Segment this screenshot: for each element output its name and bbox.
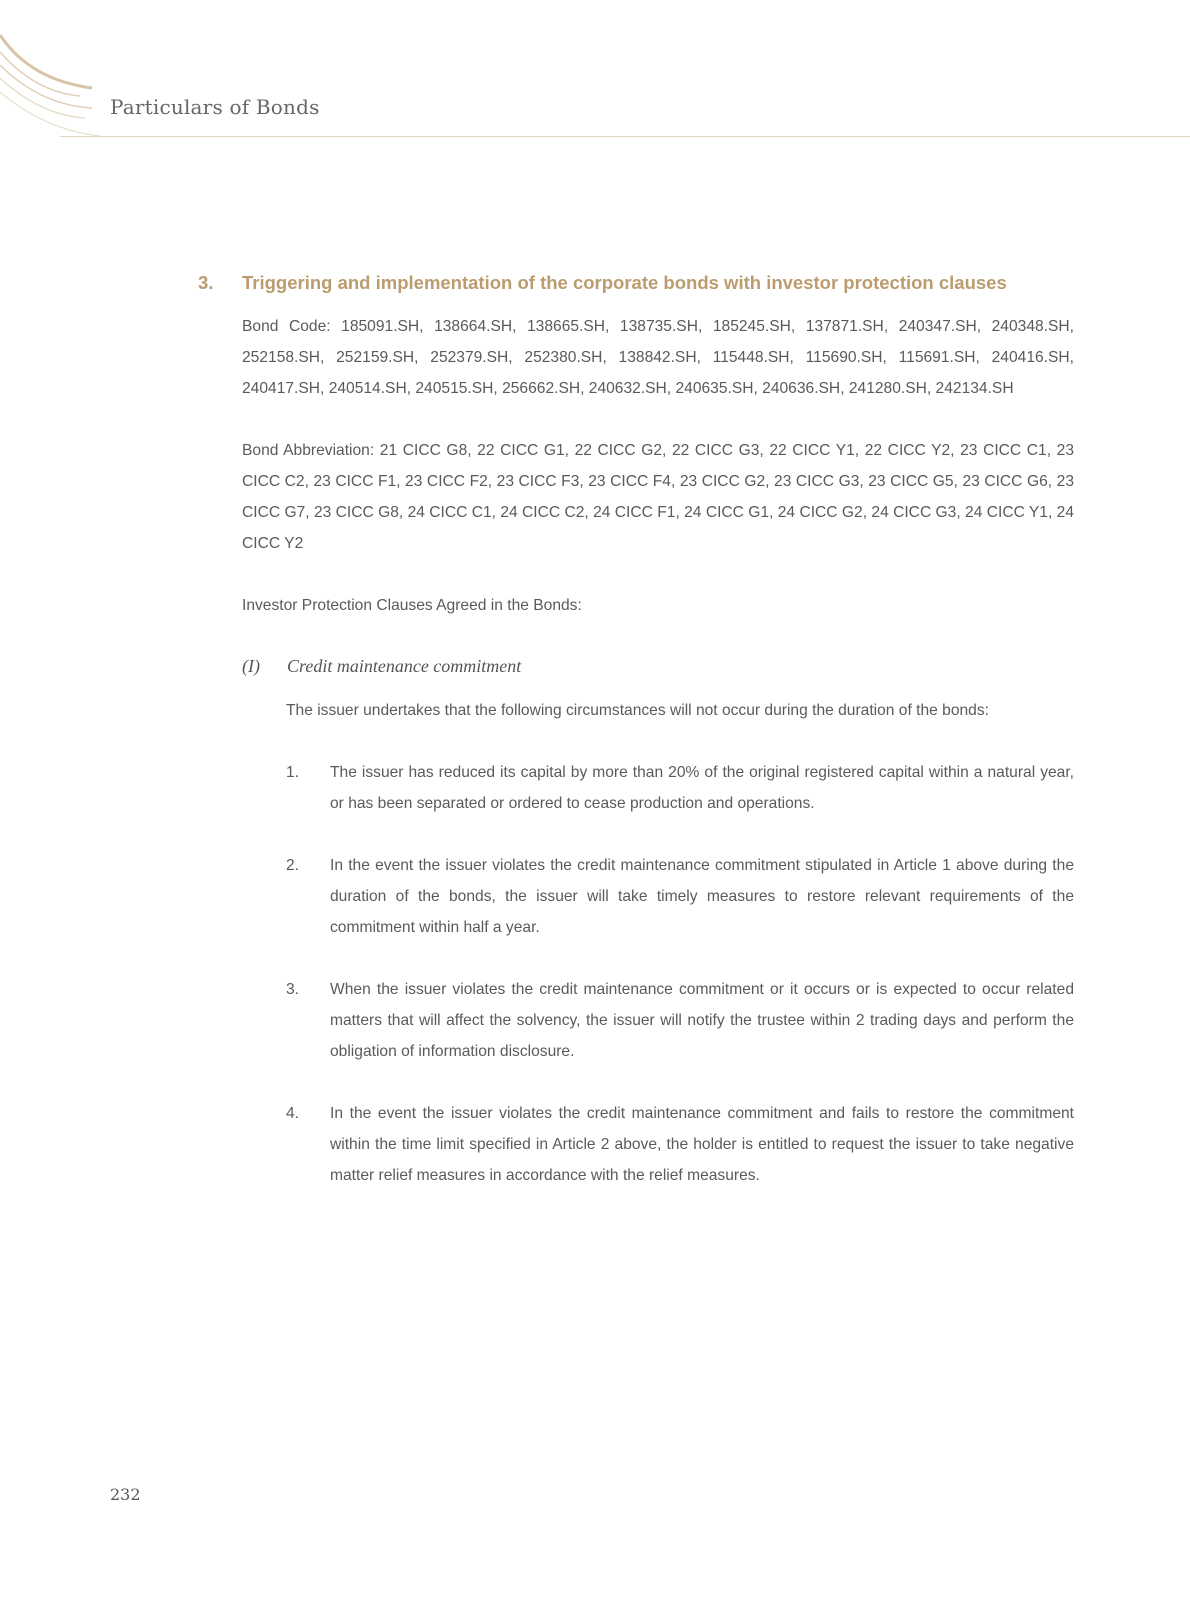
list-item-number: 3. bbox=[286, 981, 300, 998]
bond-code-paragraph: Bond Code: 185091.SH, 138664.SH, 138665.SH, 138735.SH, 185245.SH, 137871.SH, 240347.SH, 240348.SH, 252158.SH, 252159.SH, 252379.SH, 252380.SH, 138842.SH, 115448.SH, 115690.SH, 115691.SH, 240416.SH, 240417.SH, 240514.SH, 240515.SH, 256662.SH, 240632.SH, 240635.SH, 240636.SH, 241280.SH, 242134.SH bbox=[242, 318, 1074, 397]
list-item bbox=[286, 1098, 1074, 1191]
list-item-text: In the event the issuer violates the credit maintenance commitment stipulated in Article 1 above during the duration of the bonds, the issuer will take timely measures to restore relevant requirements of the commitment within half a year. bbox=[330, 857, 1074, 936]
list-item-text: When the issuer violates the credit maintenance commitment or it occurs or is expected to occur related matters that will affect the solvency, the issuer will notify the trustee within 2 trading days and perform the obligation of information disclosure. bbox=[330, 981, 1074, 1060]
list-item-text: The issuer has reduced its capital by more than 20% of the original registered capital within a natural year, or has been separated or ordered to cease production and operations. bbox=[330, 764, 1074, 812]
clauses-intro: Investor Protection Clauses Agreed in the Bonds: bbox=[242, 597, 582, 614]
subsection-number: (I) bbox=[242, 656, 260, 676]
running-header-title: Particulars of Bonds bbox=[110, 95, 320, 119]
decorative-arcs-icon bbox=[0, 30, 100, 140]
list-item-number: 1. bbox=[286, 764, 300, 781]
subsection-title: Credit maintenance commitment bbox=[287, 656, 522, 676]
list-item-number: 2. bbox=[286, 857, 300, 874]
section-title: Triggering and implementation of the corporate bonds with investor protection clauses bbox=[242, 272, 1007, 293]
page-number: 232 bbox=[110, 1485, 141, 1504]
list-item-text: In the event the issuer violates the credit maintenance commitment and fails to restore the commitment within the time limit specified in Article 2 above, the holder is entitled to request the issuer to take negative matter relief measures in accordance with the relief measures. bbox=[330, 1105, 1074, 1184]
bond-abbreviation-paragraph: Bond Abbreviation: 21 CICC G8, 22 CICC G1, 22 CICC G2, 22 CICC G3, 22 CICC Y1, 22 CICC Y2, 23 CICC C1, 23 CICC C2, 23 CICC F1, 23 CICC F2, 23 CICC F3, 23 CICC F4, 23 CICC G2, 23 CICC G3, 23 CICC G5, 23 CICC G6, 23 CICC G7, 23 CICC G8, 24 CICC C1, 24 CICC C2, 24 CICC F1, 24 CICC G1, 24 CICC G2, 24 CICC G3, 24 CICC Y1, 24 CICC Y2 bbox=[242, 442, 1074, 552]
header-divider bbox=[60, 136, 1190, 137]
section-number: 3. bbox=[198, 272, 214, 293]
subsection-intro: The issuer undertakes that the following circumstances will not occur during the duration of the bonds: bbox=[286, 702, 989, 719]
list-item bbox=[286, 850, 1074, 943]
list-item bbox=[286, 757, 1074, 819]
list-item-number: 4. bbox=[286, 1105, 300, 1122]
list-item bbox=[286, 974, 1074, 1067]
